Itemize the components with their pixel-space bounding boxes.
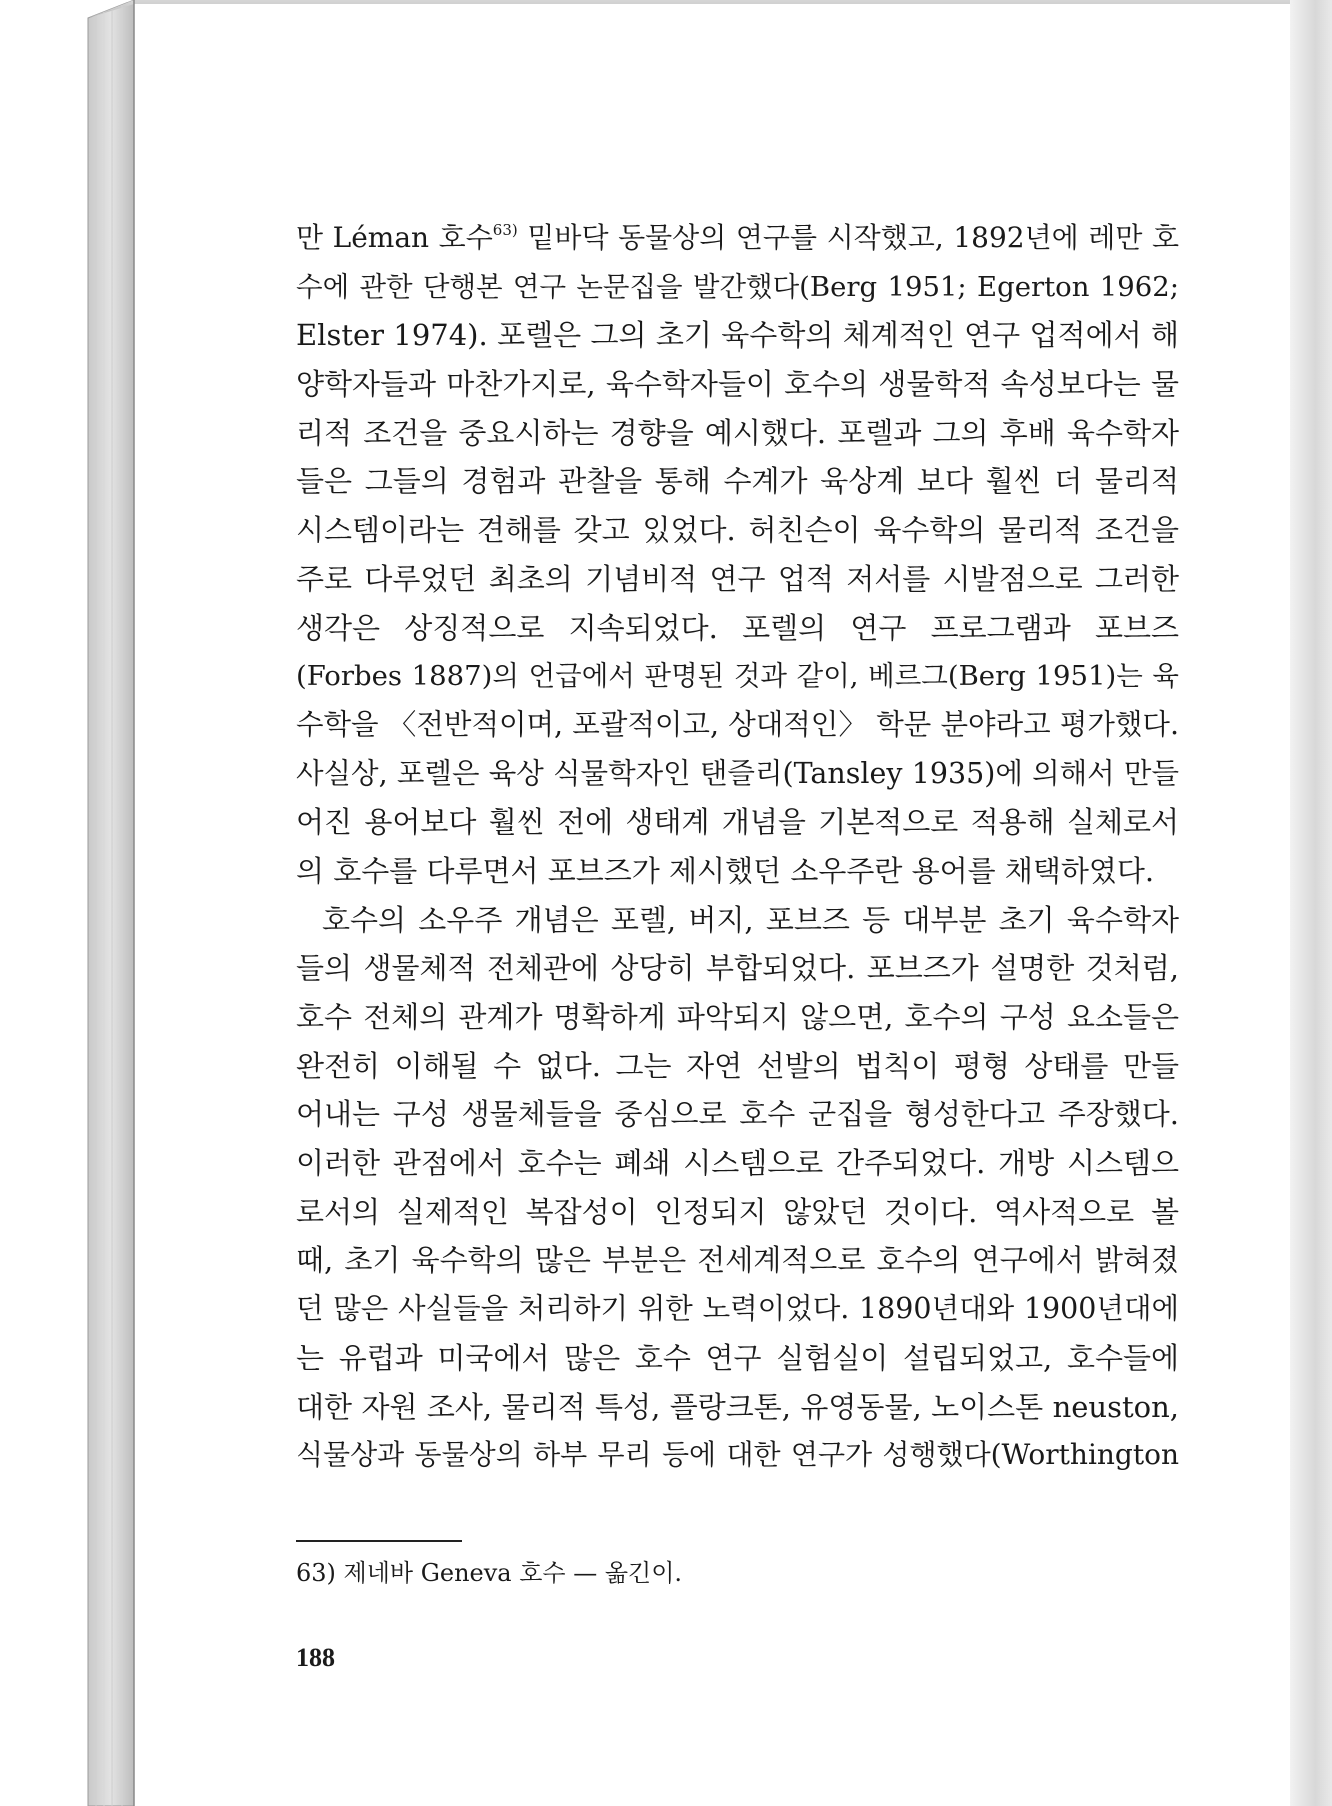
page-number: 188 [296,1643,335,1672]
text-line: 로서의 실제적인 복잡성이 인정되지 않았던 것이다. 역사적으로 볼 [296,1194,1179,1229]
body-text [296,214,1179,1480]
text-line: 들의 생물체적 전체관에 상당히 부합되었다. 포브즈가 설명한 것처럼, [296,951,1179,986]
text-line: 시스템이라는 견해를 갖고 있었다. 허친슨이 육수학의 물리적 조건을 [296,513,1179,548]
text-line: 던 많은 사실들을 처리하기 위한 노력이었다. 1890년대와 1900년대에 [296,1292,1179,1326]
text-span: 밑바닥 동물상의 연구를 시작했고, 1892년에 레만 호 [517,221,1179,254]
footnote-divider [296,1540,462,1542]
text-line: 수에 관한 단행본 연구 논문집을 발간했다(Berg 1951; Egerton 1962; [296,270,1179,303]
text-line: 어내는 구성 생물체들을 중심으로 호수 군집을 형성한다고 주장했다. [296,1097,1179,1132]
text-line: 이러한 관점에서 호수는 폐쇄 시스템으로 간주되었다. 개방 시스템으 [296,1146,1179,1181]
text-line: 는 유럽과 미국에서 많은 호수 연구 실험실이 설립되었고, 호수들에 [296,1340,1179,1375]
text-line [296,214,1179,263]
footnote-reference: 63) [492,221,518,239]
text-line: 때, 초기 육수학의 많은 부분은 전세계적으로 호수의 연구에서 밝혀졌 [296,1243,1179,1278]
text-line: 생각은 상징적으로 지속되었다. 포렐의 연구 프로그램과 포브즈 [296,610,1179,645]
text-line: 의 호수를 다루면서 포브즈가 제시했던 소우주란 용어를 채택하였다. [296,853,1155,888]
text-span: 만 Léman 호수 [296,221,493,254]
text-line: (Forbes 1887)의 언급에서 판명된 것과 같이, 베르그(Berg 1951)는 육 [296,660,1179,693]
text-line: 어진 용어보다 훨씬 전에 생태계 개념을 기본적으로 적용해 실체로서 [296,805,1179,840]
text-line: Elster 1974). 포렐은 그의 초기 육수학의 체계적인 연구 업적에서 해 [296,318,1179,353]
text-line: 대한 자원 조사, 물리적 특성, 플랑크톤, 유영동물, 노이스톤 neuston, [296,1389,1179,1424]
text-line: 수학을 〈전반적이며, 포괄적이고, 상대적인〉 학문 분야라고 평가했다. [296,707,1179,741]
text-line: 식물상과 동물상의 하부 무리 등에 대한 연구가 성행했다(Worthington [296,1438,1179,1472]
text-line: 리적 조건을 중요시하는 경향을 예시했다. 포렐과 그의 후배 육수학자 [296,415,1179,450]
text-line: 완전히 이해될 수 없다. 그는 자연 선발의 법칙이 평형 상태를 만들 [296,1048,1179,1083]
footnote: 63) 제네바 Geneva 호수 — 옮긴이. [296,1559,683,1587]
text-line: 주로 다루었던 최초의 기념비적 연구 업적 저서를 시발점으로 그러한 [296,561,1179,596]
text-line: 양학자들과 마찬가지로, 육수학자들이 호수의 생물학적 속성보다는 물 [296,367,1179,402]
text-line: 호수 전체의 관계가 명확하게 파악되지 않으면, 호수의 구성 요소들은 [296,1000,1179,1034]
text-line: 호수의 소우주 개념은 포렐, 버지, 포브즈 등 대부분 초기 육수학자 [322,902,1179,937]
text-line: 사실상, 포렐은 육상 식물학자인 탠즐리(Tansley 1935)에 의해서 만들 [296,756,1179,790]
text-line: 들은 그들의 경험과 관찰을 통해 수계가 육상계 보다 훨씬 더 물리적 [296,464,1179,499]
page-edge-shadow [1290,0,1332,1806]
